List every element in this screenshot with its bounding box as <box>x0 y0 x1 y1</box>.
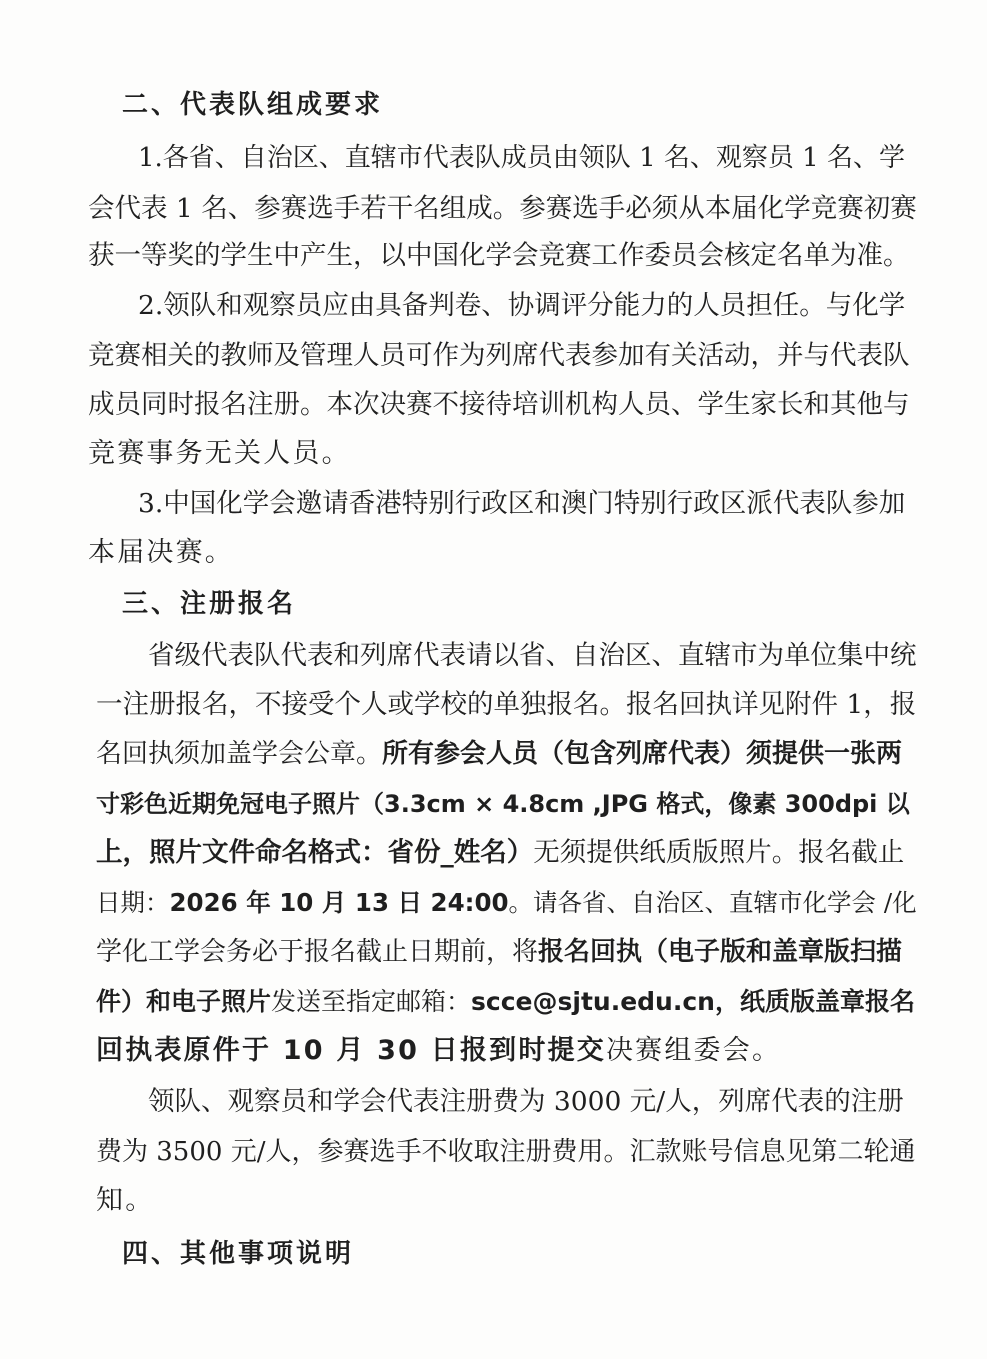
section-heading-other-matters: 四、其他事项说明 <box>122 1239 355 1269</box>
paragraph-line: 本届决赛。 <box>88 537 234 568</box>
paragraph-line <box>96 985 915 1019</box>
bold-text-run: 件）和电子照片 <box>96 987 272 1016</box>
paragraph-line: 2.领队和观察员应由具备判卷、协调评分能力的人员担任。与化学 <box>138 290 906 321</box>
paragraph-line: 3.中国化学会邀请香港特别行政区和澳门特别行政区派代表队参加 <box>138 488 906 519</box>
paragraph-line <box>96 737 902 771</box>
paragraph-line: 领队、观察员和学会代表注册费为 3000 元/人，列席代表的注册 <box>148 1086 904 1117</box>
paragraph-line: 省级代表队代表和列席代表请以省、自治区、直辖市为单位集中统 <box>148 640 917 671</box>
deadline-date: 2026 年 10 月 13 日 24:00 <box>169 888 509 917</box>
text-run: 发送至指定邮箱： <box>271 987 472 1016</box>
paragraph-line: 一注册报名，不接受个人或学校的单独报名。报名回执详见附件 1，报 <box>96 689 917 720</box>
bold-text-run: 所有参会人员（包含列席代表）须提供一张两 <box>382 739 903 769</box>
paragraph-line: 会代表 1 名、参赛选手若干名组成。参赛选手必须从本届化学竞赛初赛 <box>88 193 917 224</box>
bold-text-run: 上，照片文件命名格式：省份_姓名） <box>96 837 534 868</box>
text-run: 无须提供纸质版照片。报名截止 <box>533 837 905 868</box>
email-address: scce@sjtu.edu.cn，纸质版盖章报名 <box>471 987 915 1016</box>
text-run: 日期： <box>96 888 170 917</box>
text-run: 学化工学会务必于报名截止日期前，将 <box>96 937 539 967</box>
text-run: 。请各省、自治区、直辖市化学会 /化 <box>508 888 917 917</box>
text-run: 名回执须加盖学会公章。 <box>96 739 383 769</box>
paragraph-line <box>96 935 902 969</box>
text-run: 决赛组委会。 <box>605 1035 782 1066</box>
paragraph-line: 1.各省、自治区、直辖市代表队成员由领队 1 名、观察员 1 名、学 <box>138 143 905 173</box>
paragraph-line <box>96 836 904 870</box>
bold-text-run: 报名回执（电子版和盖章版扫描 <box>538 937 903 967</box>
paragraph-line: 知。 <box>96 1185 155 1216</box>
paragraph-line: 竞赛相关的教师及管理人员可作为列席代表参加有关活动，并与代表队 <box>88 340 910 371</box>
paragraph-line: 费为 3500 元/人，参赛选手不收取注册费用。汇款账号信息见第二轮通 <box>96 1137 916 1167</box>
paragraph-line: 寸彩色近期免冠电子照片（3.3cm × 4.8cm ,JPG 格式，像素 300dpi 以 <box>96 790 910 818</box>
paragraph-line: 成员同时报名注册。本次决赛不接待培训机构人员、学生家长和其他与 <box>88 389 910 420</box>
section-heading-registration: 三、注册报名 <box>122 589 297 619</box>
paragraph-line: 获一等奖的学生中产生，以中国化学会竞赛工作委员会核定名单为准。 <box>88 240 910 271</box>
bold-text-run: 回执表原件于 10 月 30 日报到时提交 <box>96 1035 606 1066</box>
paragraph-line <box>96 1034 781 1068</box>
section-heading-team-composition: 二、代表队组成要求 <box>122 90 384 120</box>
paragraph-line <box>96 886 917 920</box>
paragraph-line: 竞赛事务无关人员。 <box>88 438 351 469</box>
